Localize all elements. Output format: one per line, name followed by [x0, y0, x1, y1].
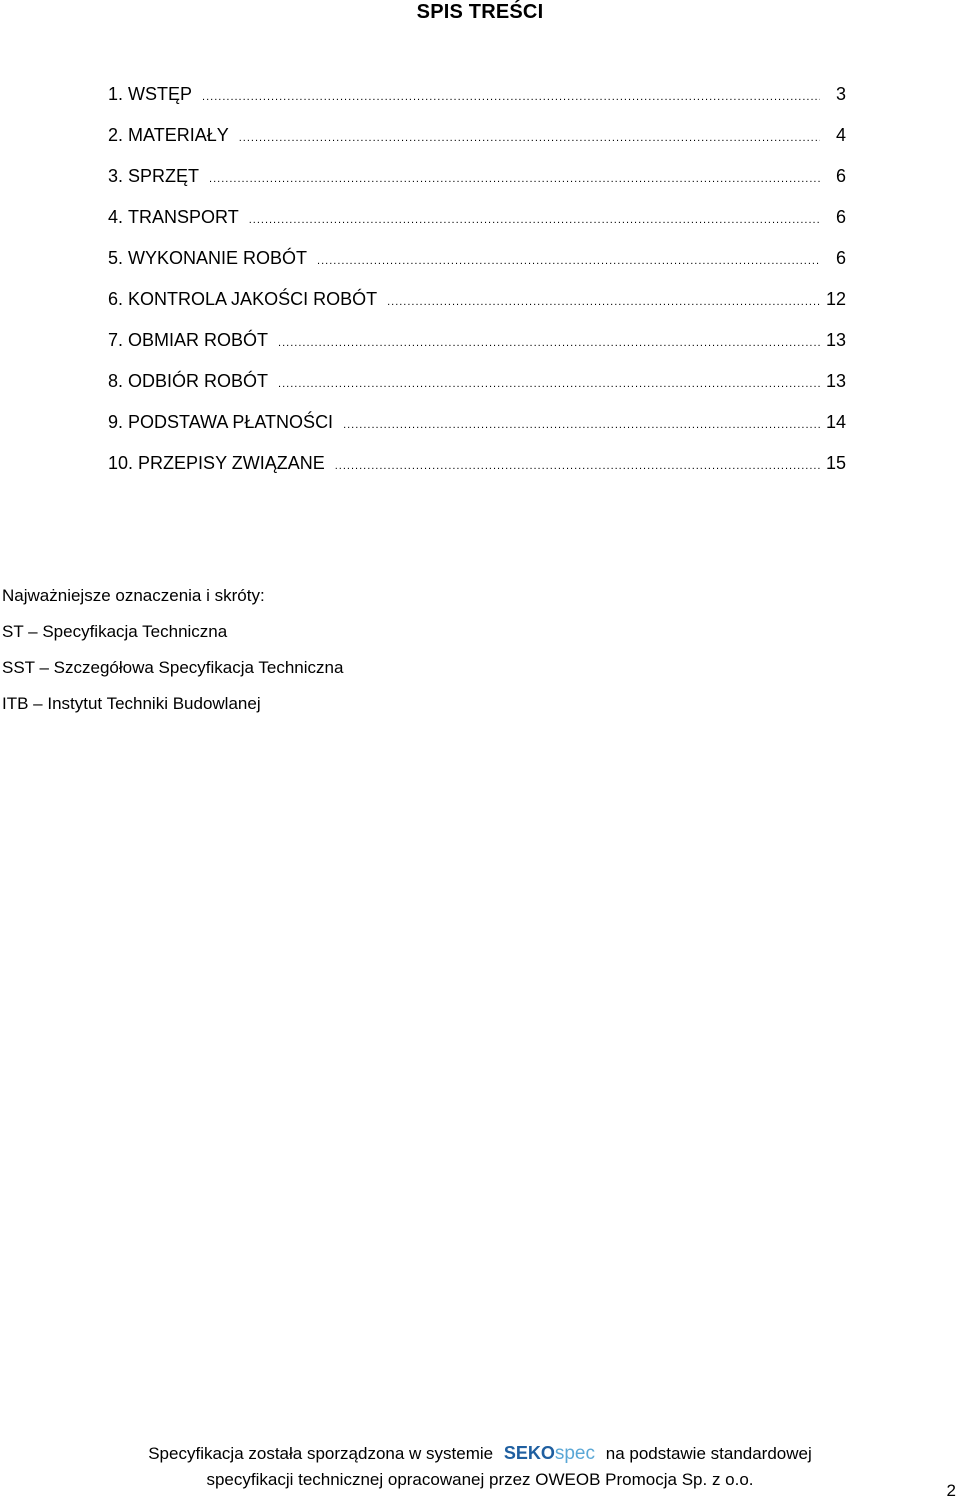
abbreviation-item: SST – Szczegółowa Specyfikacja Techniczna	[2, 658, 344, 677]
toc-entry-label: ODBIÓR ROBÓT	[128, 371, 269, 391]
footer-line-1	[0, 1440, 960, 1467]
toc-entry[interactable]	[108, 285, 846, 326]
toc-entry-label: WSTĘP	[128, 84, 193, 104]
page-number: 2	[946, 1481, 956, 1500]
toc-entry-number: 3.	[108, 166, 124, 186]
toc-entry-page: 6	[835, 166, 846, 186]
toc-leader-dots	[278, 370, 820, 398]
abbreviations-section	[2, 578, 702, 722]
toc-entry[interactable]	[108, 80, 846, 121]
toc-entry-number: 1.	[108, 84, 124, 104]
toc-leader-dots	[278, 329, 820, 357]
toc-entry-number: 2.	[108, 125, 124, 145]
toc-leader-dots	[202, 83, 820, 111]
toc-entry[interactable]	[108, 244, 846, 285]
abbreviations-heading: Najważniejsze oznaczenia i skróty:	[2, 586, 265, 605]
logo-part-spec: spec	[554, 1443, 595, 1464]
abbreviation-item: ITB – Instytut Techniki Budowlanej	[2, 694, 261, 713]
toc-entry-page: 13	[825, 330, 846, 350]
logo-part-seko: SEKO	[503, 1443, 555, 1463]
toc-entry-label: SPRZĘT	[128, 166, 200, 186]
page-title: SPIS TREŚCI	[416, 1, 544, 23]
toc-entry-number: 5.	[108, 248, 124, 268]
table-of-contents	[108, 80, 846, 490]
toc-entry-page: 6	[835, 207, 846, 227]
footer-text-before-logo: Specyfikacja została sporządzona w systemie	[148, 1444, 494, 1463]
toc-leader-dots	[239, 124, 820, 152]
footer-line-2: specyfikacji technicznej opracowanej przez OWEOB Promocja Sp. z o.o.	[206, 1470, 754, 1489]
toc-entry-label: WYKONANIE ROBÓT	[128, 248, 308, 268]
toc-entry-number: 7.	[108, 330, 124, 350]
toc-entry-label: MATERIAŁY	[128, 125, 229, 145]
toc-leader-dots	[317, 247, 820, 275]
footer-text-after-logo: na podstawie standardowej	[605, 1444, 812, 1463]
toc-entry-number: 10.	[108, 453, 134, 473]
toc-leader-dots	[387, 288, 820, 316]
toc-entry-label: OBMIAR ROBÓT	[128, 330, 269, 350]
toc-entry[interactable]	[108, 326, 846, 367]
toc-entry-page: 15	[825, 453, 846, 473]
toc-entry-number: 6.	[108, 289, 124, 309]
toc-entry-label: TRANSPORT	[128, 207, 239, 227]
toc-entry-page: 13	[825, 371, 846, 391]
toc-entry[interactable]	[108, 162, 846, 203]
toc-entry[interactable]	[108, 121, 846, 162]
toc-entry-page: 3	[835, 84, 846, 104]
toc-entry-page: 4	[835, 125, 846, 145]
toc-entry-page: 6	[835, 248, 846, 268]
toc-entry-page: 14	[825, 412, 846, 432]
toc-entry-number: 8.	[108, 371, 124, 391]
sekospec-logo	[498, 1444, 601, 1463]
toc-leader-dots	[335, 452, 820, 480]
toc-entry-label: KONTROLA JAKOŚCI ROBÓT	[128, 289, 378, 309]
abbreviation-item: ST – Specyfikacja Techniczna	[2, 622, 228, 641]
toc-entry[interactable]	[108, 367, 846, 408]
toc-entry-number: 4.	[108, 207, 124, 227]
toc-leader-dots	[209, 165, 820, 193]
toc-leader-dots	[249, 206, 820, 234]
toc-entry-label: PODSTAWA PŁATNOŚCI	[128, 412, 334, 432]
page-footer	[0, 1440, 960, 1493]
toc-leader-dots	[343, 411, 820, 439]
toc-entry[interactable]	[108, 203, 846, 244]
toc-entry[interactable]	[108, 449, 846, 490]
toc-entry-label: PRZEPISY ZWIĄZANE	[138, 453, 325, 473]
toc-entry-page: 12	[825, 289, 846, 309]
toc-entry[interactable]	[108, 408, 846, 449]
toc-entry-number: 9.	[108, 412, 124, 432]
